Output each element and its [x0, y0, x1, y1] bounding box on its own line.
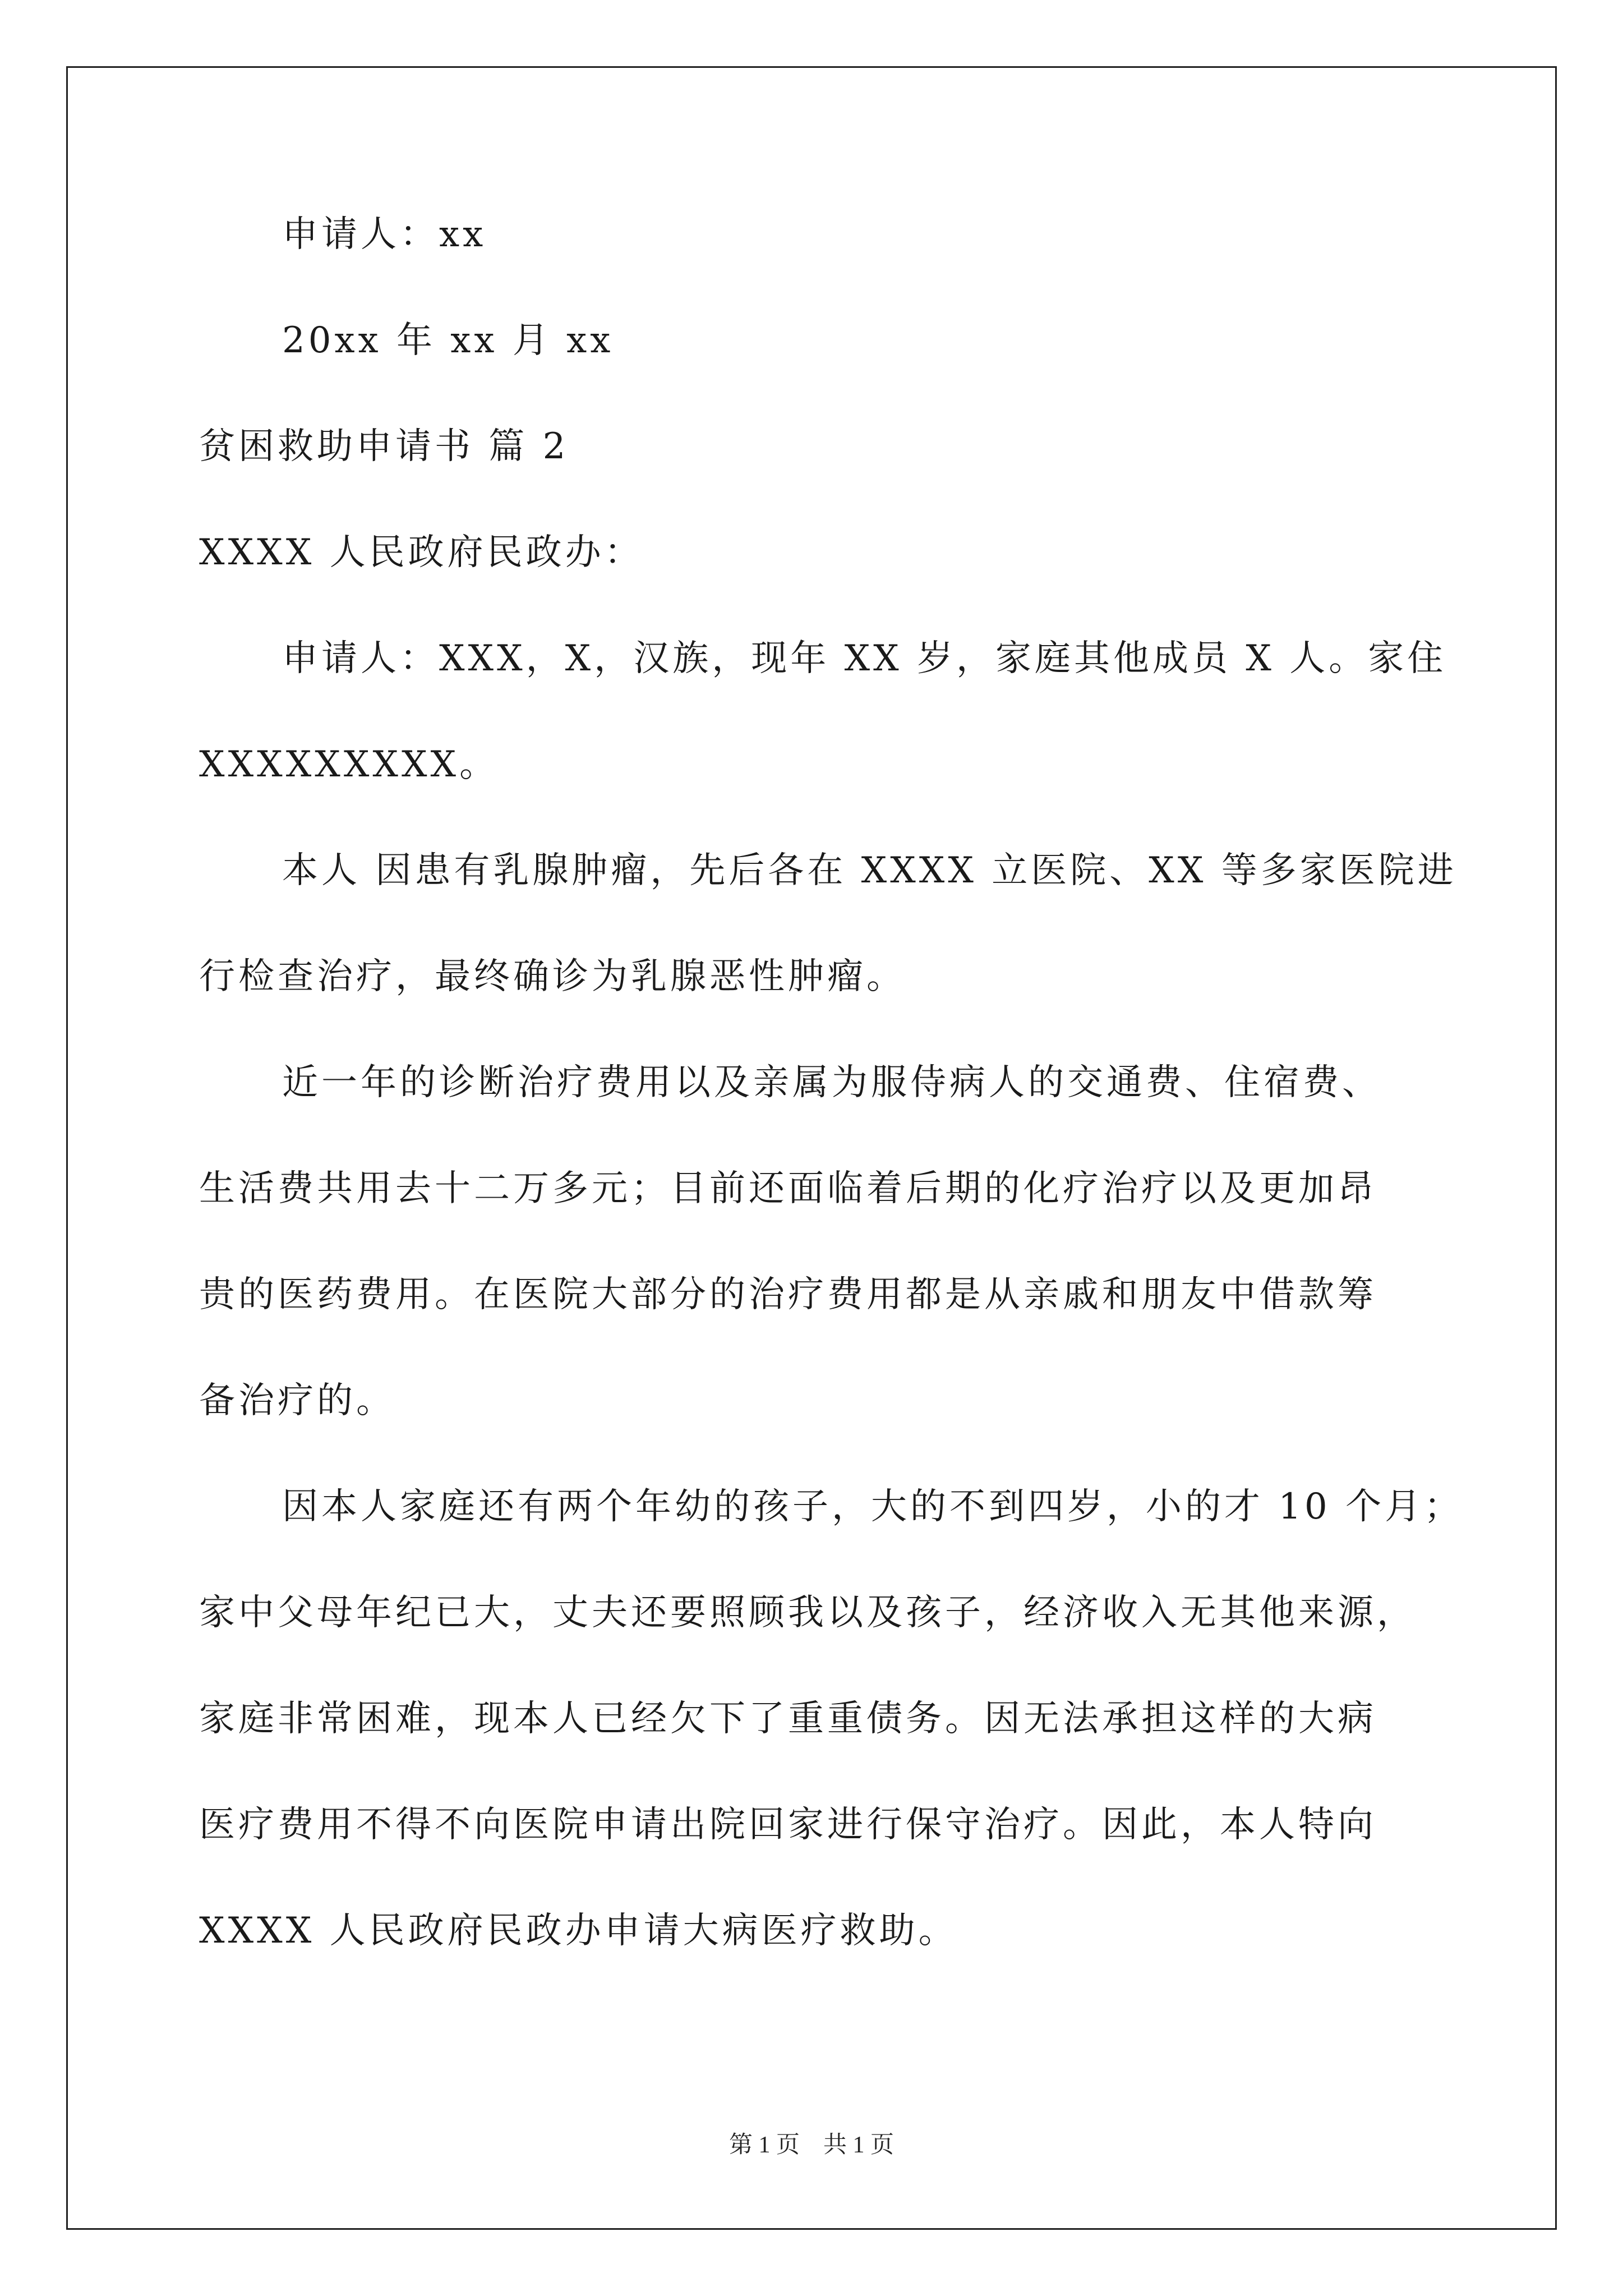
text-line: 因本人家庭还有两个年幼的孩子，大的不到四岁，小的才 10 个月；: [282, 1486, 1464, 1527]
page-footer: 第 1 页 共 1 页: [728, 2132, 894, 2158]
text-line: 贵的医药费用。在医院大部分的治疗费用都是从亲戚和朋友中借款筹: [199, 1274, 1377, 1315]
text-line: XXXX 人民政府民政办申请大病医疗救助。: [199, 1910, 958, 1952]
text-line: XXXXXXXXX。: [199, 744, 499, 785]
text-line: 近一年的诊断治疗费用以及亲属为服侍病人的交通费、住宿费、: [282, 1062, 1381, 1103]
text-line: 申请人：xx: [282, 214, 487, 255]
text-line: 家中父母年纪已大，丈夫还要照顾我以及孩子，经济收入无其他来源，: [199, 1592, 1416, 1634]
document-body: [199, 208, 1464, 2010]
text-line: 医疗费用不得不向医院申请出院回家进行保守治疗。因此，本人特向: [199, 1804, 1377, 1846]
text-line: 20xx 年 xx 月 xx: [282, 320, 614, 361]
addressee: XXXX 人民政府民政办：: [199, 532, 644, 573]
text-line: 生活费共用去十二万多元；目前还面临着后期的化疗治疗以及更加昂: [199, 1168, 1377, 1209]
text-line: 申请人：XXX，X，汉族，现年 XX 岁，家庭其他成员 X 人。家住: [282, 638, 1447, 679]
section-title: 贫困救助申请书 篇 2: [199, 426, 569, 467]
text-line: 行检查治疗，最终确诊为乳腺恶性肿瘤。: [199, 956, 906, 997]
text-line: 备治疗的。: [199, 1380, 395, 1421]
text-line: 本人 因患有乳腺肿瘤，先后各在 XXXX 立医院、XX 等多家医院进: [282, 850, 1457, 891]
text-line: 家庭非常困难，现本人已经欠下了重重债务。因无法承担这样的大病: [199, 1698, 1377, 1740]
